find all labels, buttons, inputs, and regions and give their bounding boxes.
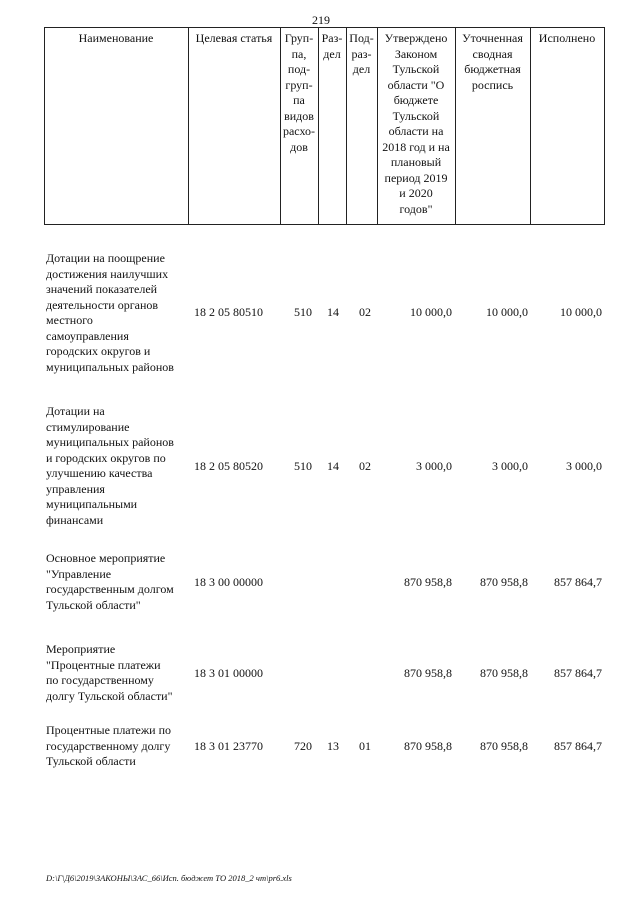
row-group: 510 <box>294 305 312 319</box>
header-group: Груп- па, под- груп- па видов расхо- дов <box>282 31 316 154</box>
row-code: 18 2 05 80520 <box>194 459 263 473</box>
row-approved: 3 000,0 <box>416 459 452 473</box>
row-section: 14 <box>327 459 339 473</box>
header-executed: Исполнено <box>538 31 596 45</box>
row-executed: 857 864,7 <box>554 666 602 680</box>
row-group: 510 <box>294 459 312 473</box>
row-code: 18 3 01 23770 <box>194 739 263 753</box>
row-executed: 857 864,7 <box>554 739 602 753</box>
row-refined: 10 000,0 <box>486 305 528 319</box>
column-divider <box>44 27 45 224</box>
row-name: Мероприятие "Процентные платежи по государственному долгу Тульской области" <box>46 642 173 703</box>
row-group: 720 <box>294 739 312 753</box>
header-name: Наименование <box>78 31 154 45</box>
header-subsection: Под- раз- дел <box>349 31 374 76</box>
row-refined: 3 000,0 <box>492 459 528 473</box>
row-subsection: 02 <box>359 305 371 319</box>
row-code: 18 2 05 80510 <box>194 305 263 319</box>
table-bottom-border <box>44 224 605 225</box>
row-approved: 10 000,0 <box>410 305 452 319</box>
file-path-footer: D:\Г\Д6\2019\ЗАКОНЫ\ЗАС_66\Исп. бюджет ТО 2018_2 чт\pr6.xls <box>46 873 292 883</box>
header-approved: Утверждено Законом Тульской области "О бюджете Тульской области на 2018 год и на плановый период 2019 и 2020 годов" <box>382 31 450 216</box>
row-name: Основное мероприятие "Управление государственным долгом Тульской области" <box>46 551 174 612</box>
column-divider <box>188 27 189 224</box>
table-top-border <box>44 27 605 28</box>
row-refined: 870 958,8 <box>480 575 528 589</box>
page-number: 219 <box>312 13 330 27</box>
row-executed: 3 000,0 <box>566 459 602 473</box>
row-subsection: 01 <box>359 739 371 753</box>
row-name: Дотации на стимулирование муниципальных районов и городских округов по улучшению качества управления муниципальными финансами <box>46 404 174 527</box>
row-refined: 870 958,8 <box>480 666 528 680</box>
header-target-article: Целевая статья <box>195 31 273 45</box>
row-name: Дотации на поощрение достижения наилучших значений показателей деятельности органов местного самоуправления городских округов и муниципальных районов <box>46 251 174 374</box>
column-divider <box>604 27 605 224</box>
header-refined: Уточненная сводная бюджетная роспись <box>462 31 523 92</box>
row-code: 18 3 01 00000 <box>194 666 263 680</box>
row-section: 14 <box>327 305 339 319</box>
row-section: 13 <box>327 739 339 753</box>
row-name: Процентные платежи по государственному долгу Тульской области <box>46 723 172 768</box>
row-refined: 870 958,8 <box>480 739 528 753</box>
table-header <box>44 27 605 225</box>
row-approved: 870 958,8 <box>404 666 452 680</box>
row-executed: 10 000,0 <box>560 305 602 319</box>
row-code: 18 3 00 00000 <box>194 575 263 589</box>
row-executed: 857 864,7 <box>554 575 602 589</box>
header-section: Раз- дел <box>321 31 343 61</box>
column-divider <box>530 27 531 224</box>
row-subsection: 02 <box>359 459 371 473</box>
row-approved: 870 958,8 <box>404 739 452 753</box>
row-approved: 870 958,8 <box>404 575 452 589</box>
